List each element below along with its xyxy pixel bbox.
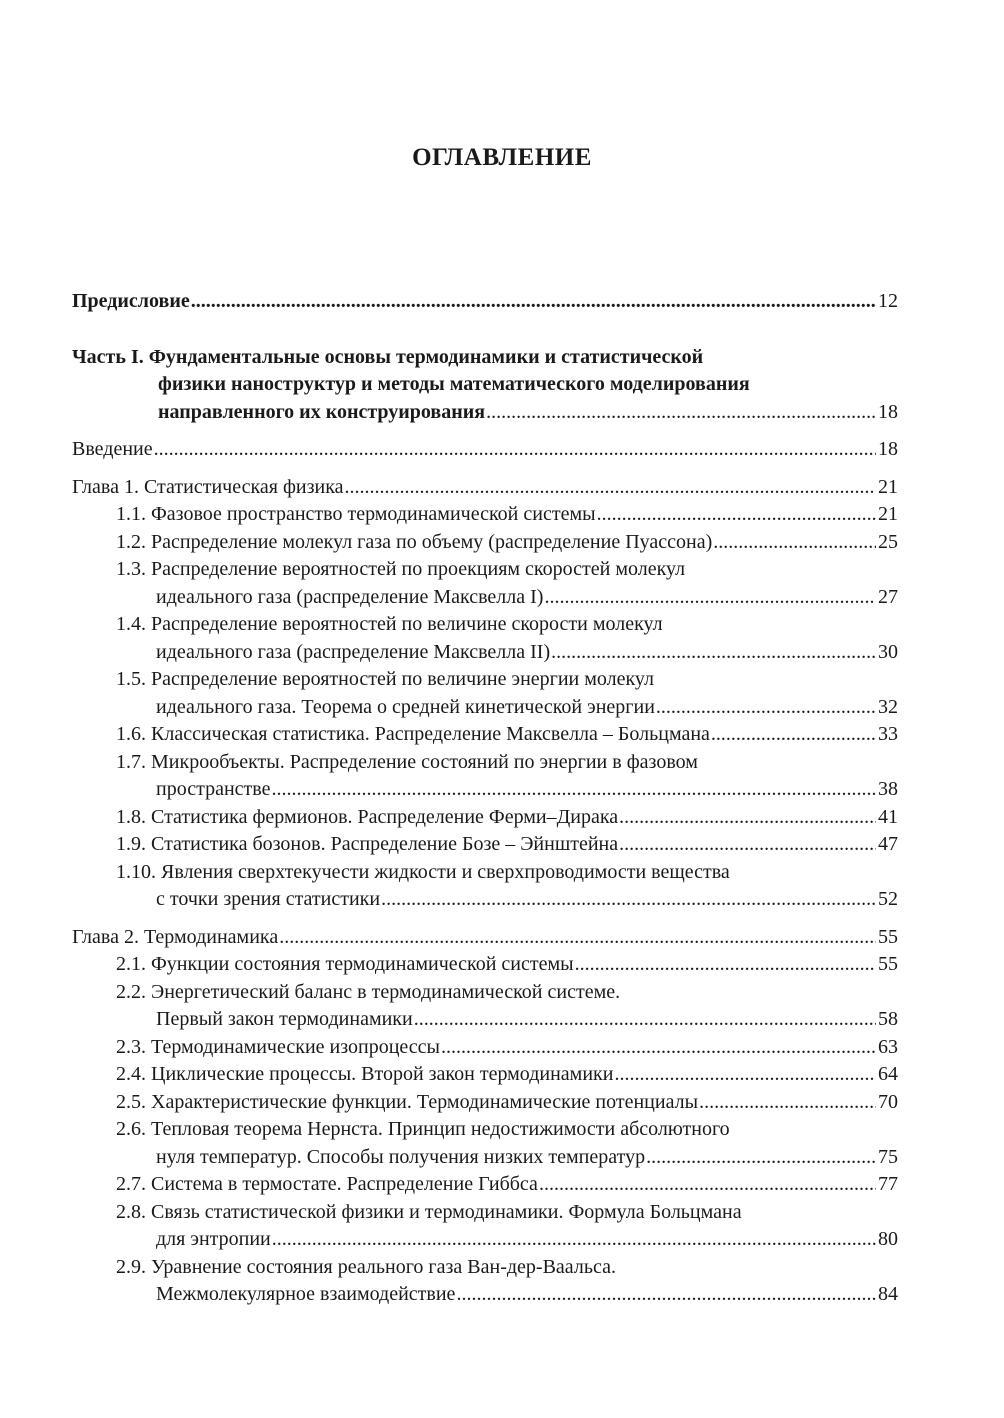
leader-dots [614,1061,876,1089]
entry-text: идеального газа (распределение Максвелла II) [156,640,551,663]
page-number: 75 [878,1145,898,1168]
entry-text: 1.4. Распределение вероятностей по величине скорости молекул [116,613,663,635]
page-number: 55 [878,953,898,975]
entry-text: пространстве [156,778,271,800]
toc-entry-preface[interactable] [72,288,898,316]
leader-dots [154,436,876,464]
toc-entry-2-5[interactable] [72,1089,898,1117]
leader-dots [539,1171,876,1199]
page-title: ОГЛАВЛЕНИЕ [412,144,592,171]
toc-entry-1-8[interactable] [72,804,898,832]
page-number: 84 [878,1283,898,1305]
toc-entry-1-7[interactable] [72,749,898,804]
leader-dots [646,1144,876,1172]
entry-text: 2.2. Энергетический баланс в термодинамической системе. [116,980,621,1003]
page-number: 12 [878,290,898,312]
toc-entry-1-1[interactable] [72,501,898,529]
entry-text: 1.1. Фазовое пространство термодинамической системы [116,503,596,525]
toc-entry-2-9[interactable] [72,1254,898,1309]
page-number: 77 [878,1173,898,1195]
entry-text: Предисловие [72,290,190,312]
entry-text: 2.4. Циклические процессы. Второй закон термодинамики [116,1063,614,1085]
page-number: 58 [878,1008,898,1030]
entry-text: 2.3. Термодинамические изопроцессы [116,1035,440,1058]
page-number: 38 [878,778,898,800]
entry-text: для энтропии [156,1228,271,1250]
leader-dots [271,776,876,804]
entry-text: 1.5. Распределение вероятностей по величине энергии молекул [116,668,655,690]
entry-text: нуля температур. Способы получения низких температур [156,1145,646,1168]
page-number: 21 [878,475,898,498]
page-number: 55 [878,925,898,948]
leader-dots [575,951,876,979]
leader-dots [279,924,876,952]
leader-dots [711,721,876,749]
leader-dots [544,584,876,612]
toc-entry-2-7[interactable] [72,1171,898,1199]
entry-text: направленного их конструирования [158,400,486,423]
leader-dots [619,804,876,832]
entry-text: 1.3. Распределение вероятностей по проекциям скоростей молекул [116,558,686,580]
leader-dots [345,474,876,502]
leader-dots [414,1006,876,1034]
entry-text: 1.7. Микрообъекты. Распределение состояний по энергии в фазовом [116,750,698,773]
leader-dots [456,1281,876,1309]
entry-text: идеального газа. Теорема о средней кинетической энергии [156,695,655,718]
entry-text: 2.1. Функции состояния термодинамической системы [116,953,574,975]
toc-entry-1-3[interactable] [72,556,898,611]
leader-dots [597,501,876,529]
leader-dots [381,886,876,914]
leader-dots [272,1226,876,1254]
entry-text: 1.10. Явления сверхтекучести жидкости и сверхпроводимости вещества [116,860,730,883]
leader-dots [713,529,876,557]
entry-text: Первый закон термодинамики [156,1008,413,1030]
leader-dots [551,639,876,667]
entry-text: 1.8. Статистика фермионов. Распределение Ферми–Дирака [116,805,619,828]
leader-dots [191,288,876,316]
entry-text: Введение [72,438,153,460]
page-number: 25 [878,530,898,553]
toc-entry-part-1[interactable] [72,344,898,427]
entry-text: 2.7. Система в термостате. Распределение Гиббса [116,1173,538,1195]
toc-entry-2-1[interactable] [72,951,898,979]
page-number: 52 [878,888,898,910]
page-number: 21 [878,503,898,525]
entry-text: 2.5. Характеристические функции. Термодинамические потенциалы [116,1090,699,1113]
toc-entry-1-9[interactable] [72,831,898,859]
page-number: 18 [878,400,898,423]
toc-entry-1-6[interactable] [72,721,898,749]
toc-entry-2-8[interactable] [72,1199,898,1254]
entry-text: 1.2. Распределение молекул газа по объему (распределение Пуассона) [116,530,713,553]
leader-dots [486,399,876,427]
toc-entry-chapter-1[interactable] [72,474,898,502]
entry-text: 2.9. Уравнение состояния реального газа Ван-дер-Ваальса. [116,1255,616,1278]
entry-text: Часть I. Фундаментальные основы термодинамики и статистической [72,345,704,368]
page-number: 18 [878,438,898,460]
entry-text: Межмолекулярное взаимодействие [156,1283,456,1305]
toc-entry-1-10[interactable] [72,859,898,914]
page-number: 64 [878,1063,898,1085]
leader-dots [619,831,876,859]
page-number: 80 [878,1228,898,1250]
toc-entry-2-3[interactable] [72,1034,898,1062]
page-number: 41 [878,805,898,828]
page-number: 27 [878,585,898,608]
entry-text: идеального газа (распределение Максвелла I) [156,585,544,608]
page-number: 70 [878,1090,898,1113]
leader-dots [656,694,876,722]
page-number: 30 [878,640,898,663]
entry-text: 2.8. Связь статистической физики и термодинамики. Формула Больцмана [116,1200,742,1223]
entry-text: физики наноструктур и методы математического моделирования [158,373,750,395]
entry-text: 1.6. Классическая статистика. Распределение Максвелла – Больцмана [116,723,710,745]
toc-entry-2-6[interactable] [72,1116,898,1171]
toc-entry-chapter-2[interactable] [72,924,898,952]
leader-dots [441,1034,876,1062]
entry-text: Глава 1. Статистическая физика [72,475,344,498]
toc-entry-1-4[interactable] [72,611,898,666]
toc-entry-2-4[interactable] [72,1061,898,1089]
leader-dots [699,1089,876,1117]
page-number: 32 [878,695,898,718]
entry-text: 1.9. Статистика бозонов. Распределение Бозе – Эйнштейна [116,833,619,855]
table-of-contents [72,288,898,1309]
toc-entry-introduction[interactable] [72,436,898,464]
toc-entry-1-2[interactable] [72,529,898,557]
page-number: 33 [878,723,898,745]
page-number: 47 [878,833,898,855]
toc-entry-1-5[interactable] [72,666,898,721]
entry-text: Глава 2. Термодинамика [72,925,279,948]
entry-text: с точки зрения статистики [156,888,381,910]
toc-entry-2-2[interactable] [72,979,898,1034]
page-number: 63 [878,1035,898,1058]
entry-text: 2.6. Тепловая теорема Нернста. Принцип недостижимости абсолютного [116,1118,730,1140]
